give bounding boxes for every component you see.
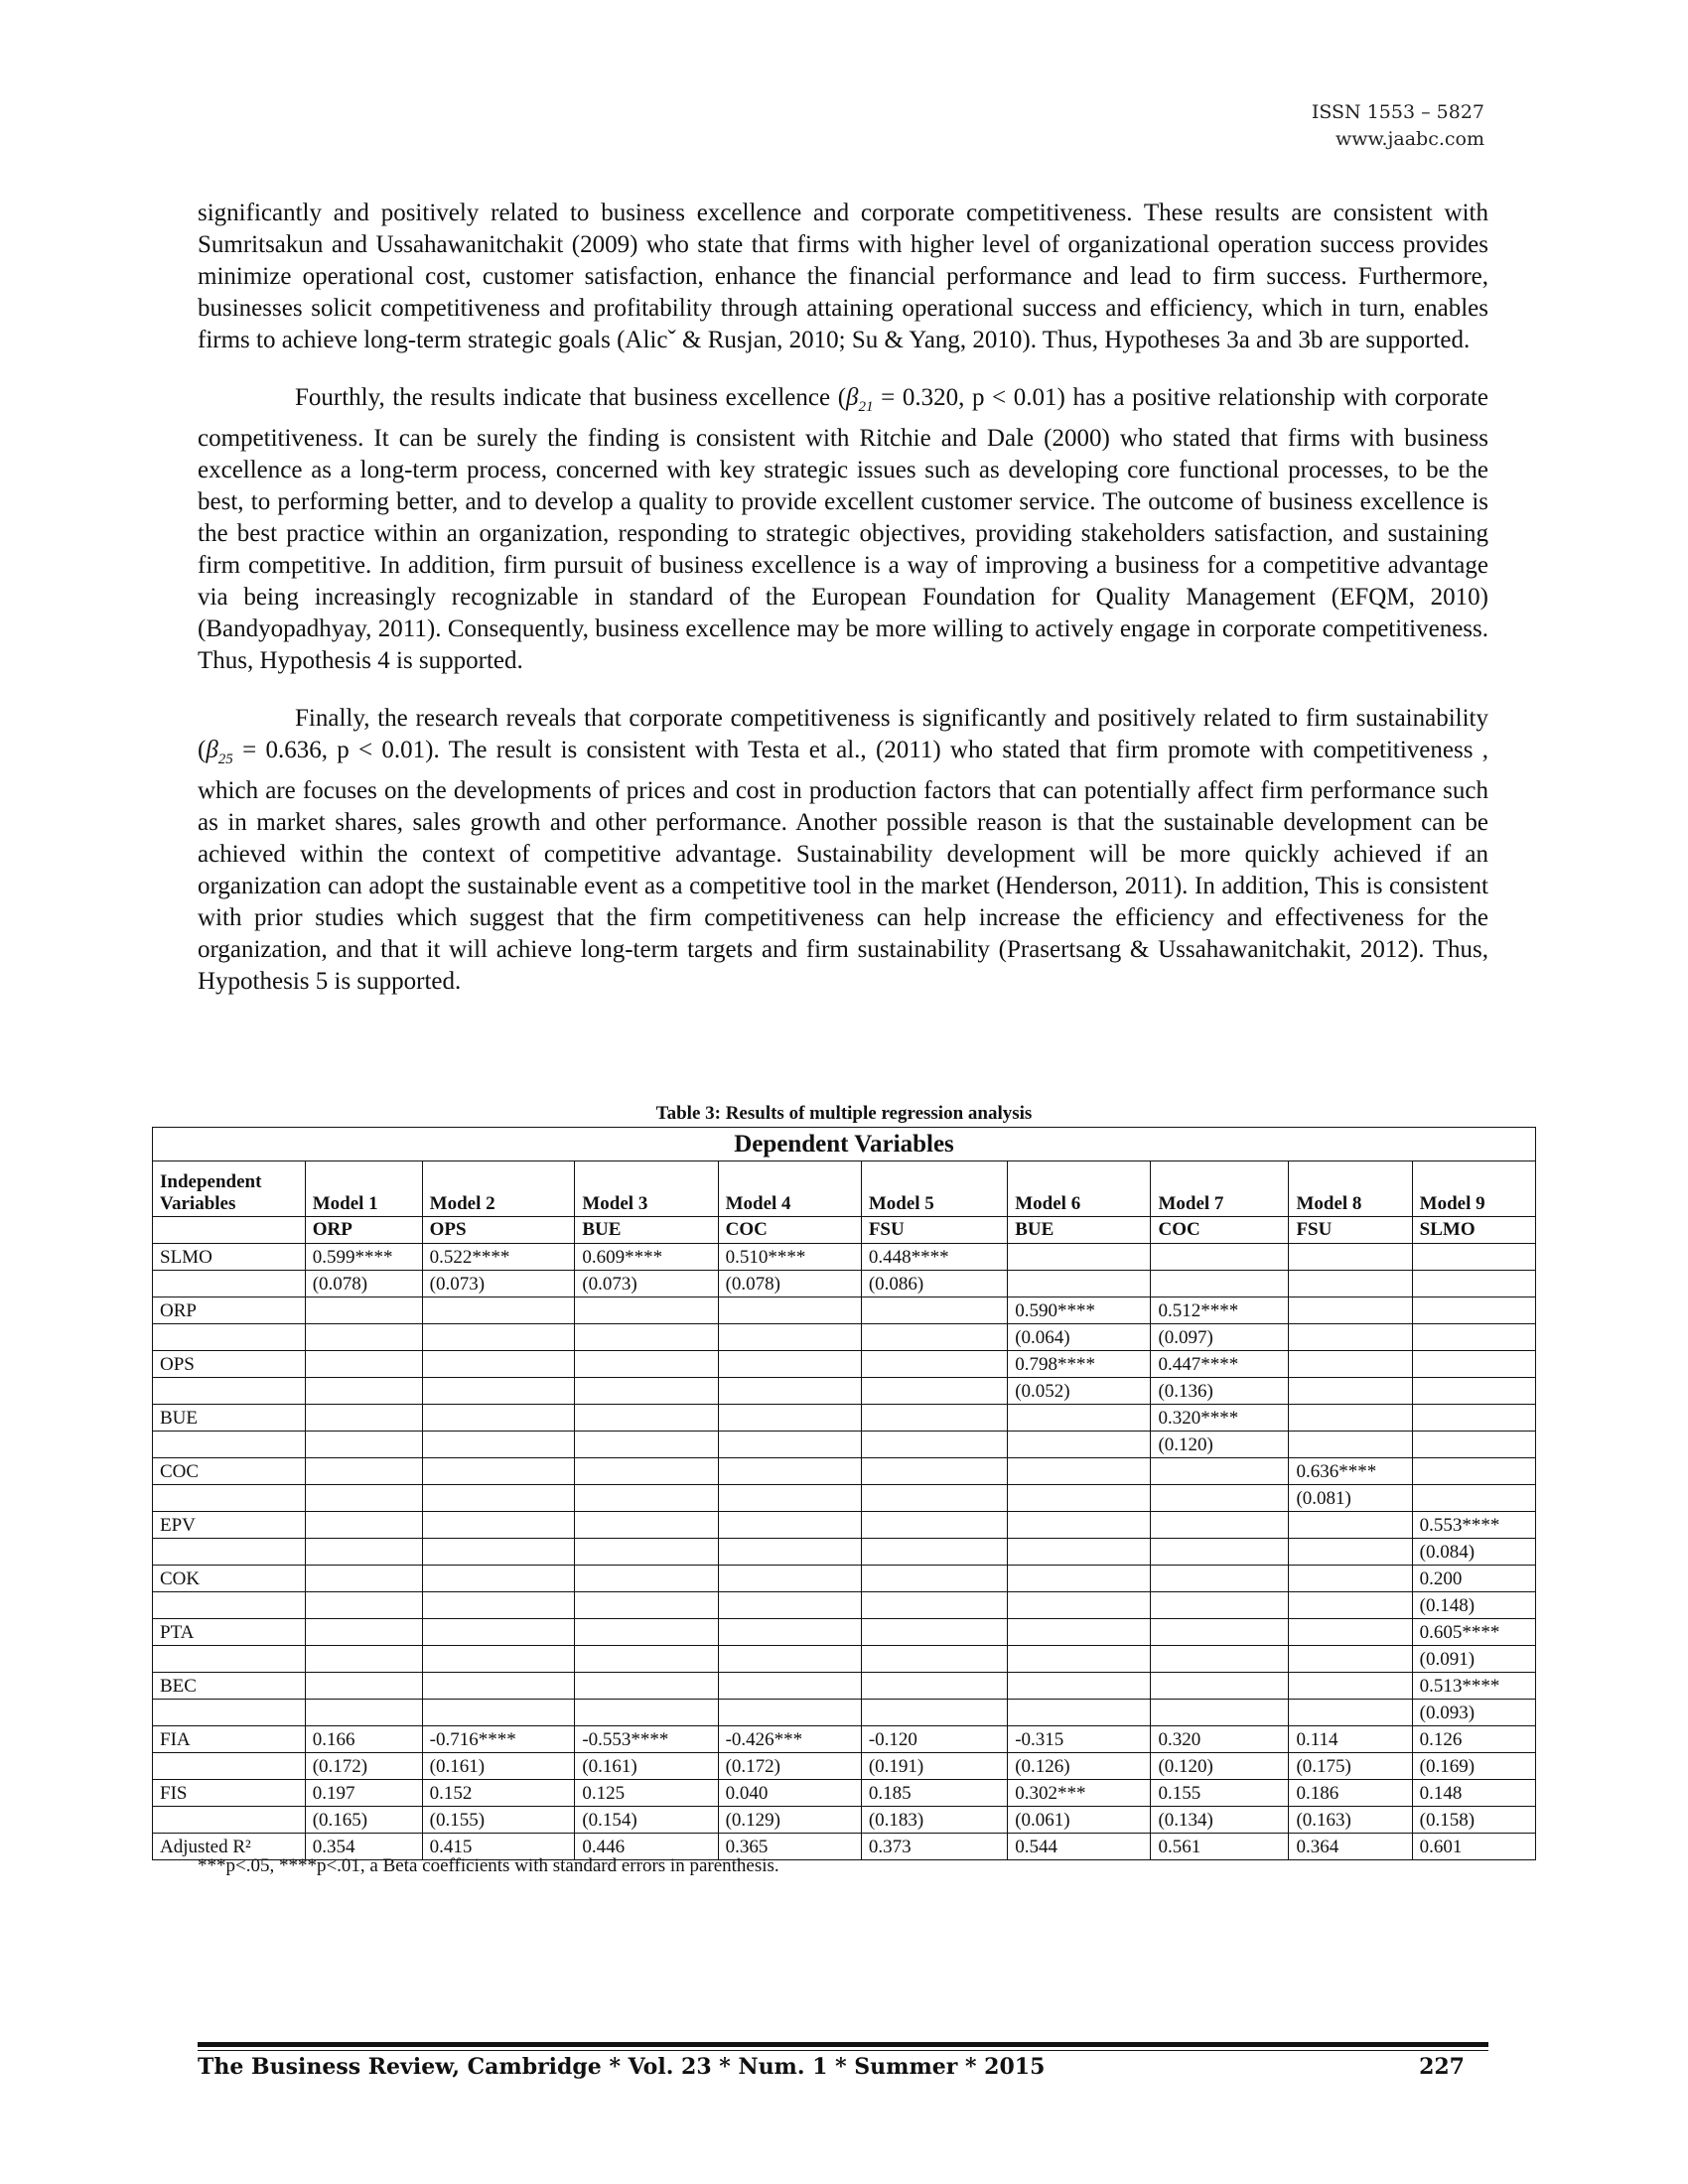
table-cell: [422, 1592, 575, 1619]
table-cell: [718, 1485, 861, 1512]
table-cell: [861, 1485, 1007, 1512]
table-row: [153, 1753, 1536, 1780]
dependent-variable-name: ORP: [305, 1217, 422, 1244]
table-cell: 0.636****: [1289, 1458, 1412, 1485]
table-cell: (0.081): [1289, 1485, 1412, 1512]
table-cell: [1289, 1646, 1412, 1673]
footer-rule-thin: [198, 2050, 1488, 2051]
table-cell: (0.073): [422, 1271, 575, 1297]
table-cell: [1412, 1485, 1535, 1512]
model-header: Model 5: [861, 1161, 1007, 1217]
table-row: [153, 1244, 1536, 1271]
table-cell: (0.134): [1151, 1807, 1289, 1834]
table-cell: [718, 1324, 861, 1351]
model-header: Model 4: [718, 1161, 861, 1217]
dependent-variable-name: FSU: [861, 1217, 1007, 1244]
table-cell: [1008, 1405, 1151, 1432]
table-cell: (0.126): [1008, 1753, 1151, 1780]
paragraph-2: [198, 382, 1488, 677]
row-label: [153, 1485, 306, 1512]
table-cell: (0.172): [305, 1753, 422, 1780]
table-cell: [718, 1646, 861, 1673]
table-cell: (0.165): [305, 1807, 422, 1834]
table-cell: [305, 1592, 422, 1619]
table-cell: -0.426***: [718, 1726, 861, 1753]
row-label: [153, 1753, 306, 1780]
table-cell: [861, 1592, 1007, 1619]
dependent-variable-name: COC: [718, 1217, 861, 1244]
table-row: [153, 1405, 1536, 1432]
table-title: Table 3: Results of multiple regression analysis: [655, 1103, 1033, 1124]
table-cell: -0.553****: [575, 1726, 718, 1753]
table-cell: (0.093): [1412, 1700, 1535, 1726]
table-cell: [305, 1378, 422, 1405]
table-cell: [575, 1378, 718, 1405]
table-cell: [1151, 1539, 1289, 1566]
table-row: [153, 1351, 1536, 1378]
independent-variables-header: Independent Variables: [153, 1161, 306, 1217]
table-cell: [861, 1432, 1007, 1458]
issn: ISSN 1553 – 5827: [1311, 101, 1484, 123]
table-cell: [422, 1539, 575, 1566]
table-cell: [1151, 1512, 1289, 1539]
body-text: [198, 198, 1488, 1024]
table-cell: [861, 1297, 1007, 1324]
table-row: [153, 1780, 1536, 1807]
table-cell: 0.544: [1008, 1834, 1151, 1860]
table-cell: [1289, 1244, 1412, 1271]
table-cell: [718, 1673, 861, 1700]
row-label: FIA: [153, 1726, 306, 1753]
table-cell: (0.064): [1008, 1324, 1151, 1351]
table-cell: [1289, 1700, 1412, 1726]
table-cell: [1008, 1673, 1151, 1700]
table-row: [153, 1726, 1536, 1753]
row-label: [153, 1646, 306, 1673]
table-cell: [861, 1378, 1007, 1405]
table-cell: [1008, 1539, 1151, 1566]
table-cell: [718, 1592, 861, 1619]
table-cell: 0.522****: [422, 1244, 575, 1271]
table-cell: (0.163): [1289, 1807, 1412, 1834]
beta-symbol: $\beta_{21}$: [846, 384, 874, 415]
row-label: [153, 1271, 306, 1297]
table-cell: 0.448****: [861, 1244, 1007, 1271]
table-cell: (0.091): [1412, 1646, 1535, 1673]
table-cell: (0.073): [575, 1271, 718, 1297]
table-cell: [861, 1539, 1007, 1566]
table-cell: 0.447****: [1151, 1351, 1289, 1378]
dependent-variable-name: OPS: [422, 1217, 575, 1244]
table-cell: (0.154): [575, 1807, 718, 1834]
table-cell: [422, 1646, 575, 1673]
table-cell: 0.126: [1412, 1726, 1535, 1753]
table-cell: [1289, 1566, 1412, 1592]
table-cell: [718, 1458, 861, 1485]
table-cell: [718, 1378, 861, 1405]
table-cell: [305, 1351, 422, 1378]
table-cell: 0.354: [305, 1834, 422, 1860]
table-cell: [305, 1539, 422, 1566]
row-label: FIS: [153, 1780, 306, 1807]
paragraph-3-rest: = 0.636, p < 0.01). The result is consistent with Testa et al., (2011) who stated that firm promote with competitiveness , which are focuses on the developments of prices and cost in production factors that can potentially affect firm performance such as in market shares, sales growth and other performance. Another possible reason is that the sustainable development can be achieved within the context of competitive advantage. Sustainability development will be more quickly achieved if an organization can adopt the sustainable event as a competitive tool in the market (Henderson, 2011). In addition, This is consistent with prior studies which suggest that the firm competitiveness can help increase the efficiency and effectiveness for the organization, and that it will achieve long-term targets and firm sustainability (Prasertsang & Ussahawanitchakit, 2012). Thus, Hypothesis 5 is supported.: [198, 737, 1488, 995]
table-cell: 0.200: [1412, 1566, 1535, 1592]
table-cell: 0.114: [1289, 1726, 1412, 1753]
table-cell: [861, 1351, 1007, 1378]
row-label: [153, 1378, 306, 1405]
table-row: [153, 1512, 1536, 1539]
regression-table: [152, 1127, 1536, 1860]
table-cell: 0.561: [1151, 1834, 1289, 1860]
journal-footer: The Business Review, Cambridge * Vol. 23 * Num. 1 * Summer * 2015: [198, 2054, 1046, 2080]
row-label: ORP: [153, 1297, 306, 1324]
table-cell: 0.510****: [718, 1244, 861, 1271]
model-header: Model 2: [422, 1161, 575, 1217]
table-cell: [422, 1458, 575, 1485]
table-cell: (0.129): [718, 1807, 861, 1834]
table-cell: 0.415: [422, 1834, 575, 1860]
table-cell: 0.553****: [1412, 1512, 1535, 1539]
table-cell: [575, 1324, 718, 1351]
row-label: [153, 1807, 306, 1834]
table-cell: [575, 1485, 718, 1512]
table-cell: 0.513****: [1412, 1673, 1535, 1700]
table-cell: [305, 1700, 422, 1726]
model-header: Model 3: [575, 1161, 718, 1217]
table-cell: [575, 1566, 718, 1592]
row-label: [153, 1592, 306, 1619]
dependent-variable-name: BUE: [575, 1217, 718, 1244]
table-cell: [1289, 1271, 1412, 1297]
table-row: [153, 1566, 1536, 1592]
table-cell: [1151, 1566, 1289, 1592]
table-row: [153, 1646, 1536, 1673]
row-label: SLMO: [153, 1244, 306, 1271]
model-header: Model 6: [1008, 1161, 1151, 1217]
table-cell: [422, 1405, 575, 1432]
paragraph-3-start: Finally, the research reveals that corporate competitiveness is significantly and positively related to firm sustainability (: [198, 705, 1488, 763]
row-label: [153, 1700, 306, 1726]
table-cell: [1412, 1405, 1535, 1432]
table-row: [153, 1673, 1536, 1700]
table-cell: [1289, 1297, 1412, 1324]
table-cell: [305, 1405, 422, 1432]
table-cell: [861, 1458, 1007, 1485]
table-cell: [575, 1351, 718, 1378]
dv-blank-cell: [153, 1217, 306, 1244]
table-cell: [1289, 1592, 1412, 1619]
row-label: EPV: [153, 1512, 306, 1539]
table-row: [153, 1592, 1536, 1619]
table-cell: [1151, 1244, 1289, 1271]
table-cell: 0.197: [305, 1780, 422, 1807]
row-label: COC: [153, 1458, 306, 1485]
table-cell: [1412, 1297, 1535, 1324]
table-cell: 0.125: [575, 1780, 718, 1807]
row-label: [153, 1432, 306, 1458]
table-cell: [575, 1512, 718, 1539]
table-cell: (0.183): [861, 1807, 1007, 1834]
table-cell: [861, 1566, 1007, 1592]
row-label: [153, 1539, 306, 1566]
table-cell: (0.158): [1412, 1807, 1535, 1834]
table-cell: [1008, 1619, 1151, 1646]
dependent-variable-name: BUE: [1008, 1217, 1151, 1244]
table-cell: [575, 1458, 718, 1485]
table-cell: [718, 1351, 861, 1378]
footer-rule: [198, 2042, 1488, 2047]
table-row: [153, 1297, 1536, 1324]
dependent-variables-header: Dependent Variables: [153, 1128, 1536, 1161]
table-cell: [1008, 1432, 1151, 1458]
table-cell: [1412, 1432, 1535, 1458]
table-cell: (0.191): [861, 1753, 1007, 1780]
table-cell: 0.512****: [1151, 1297, 1289, 1324]
table-cell: [1289, 1673, 1412, 1700]
table-cell: [1008, 1512, 1151, 1539]
table-row: [153, 1458, 1536, 1485]
table-cell: [575, 1432, 718, 1458]
table-row: [153, 1539, 1536, 1566]
table-cell: [1008, 1566, 1151, 1592]
model-header: Model 7: [1151, 1161, 1289, 1217]
table-cell: 0.185: [861, 1780, 1007, 1807]
table-cell: [422, 1378, 575, 1405]
page-number: 227: [1419, 2054, 1465, 2080]
table-cell: [305, 1646, 422, 1673]
table-cell: [422, 1485, 575, 1512]
table-cell: 0.609****: [575, 1244, 718, 1271]
table-cell: [305, 1324, 422, 1351]
table-cell: [422, 1512, 575, 1539]
row-label: BEC: [153, 1673, 306, 1700]
table-cell: [718, 1700, 861, 1726]
table-cell: 0.373: [861, 1834, 1007, 1860]
table-cell: [422, 1566, 575, 1592]
table-cell: -0.716****: [422, 1726, 575, 1753]
table-row: [153, 1432, 1536, 1458]
dependent-variable-name: FSU: [1289, 1217, 1412, 1244]
row-label: Adjusted R²: [153, 1834, 306, 1860]
table-cell: [1289, 1378, 1412, 1405]
table-row: [153, 1485, 1536, 1512]
table-cell: [1412, 1378, 1535, 1405]
table-cell: [575, 1646, 718, 1673]
table-cell: -0.120: [861, 1726, 1007, 1753]
table-cell: 0.601: [1412, 1834, 1535, 1860]
table-cell: -0.315: [1008, 1726, 1151, 1753]
table-cell: [575, 1297, 718, 1324]
table-cell: (0.155): [422, 1807, 575, 1834]
table-cell: [1151, 1592, 1289, 1619]
table-cell: [575, 1405, 718, 1432]
table-cell: (0.086): [861, 1271, 1007, 1297]
table-cell: [1412, 1458, 1535, 1485]
table-cell: [305, 1458, 422, 1485]
table-cell: [1412, 1351, 1535, 1378]
dependent-variable-name: SLMO: [1412, 1217, 1535, 1244]
page-header: [1312, 99, 1484, 153]
table-cell: (0.052): [1008, 1378, 1151, 1405]
table-cell: [1008, 1458, 1151, 1485]
row-label: [153, 1324, 306, 1351]
table-row: [153, 1324, 1536, 1351]
table-row: [153, 1700, 1536, 1726]
table-cell: 0.590****: [1008, 1297, 1151, 1324]
table-cell: 0.364: [1289, 1834, 1412, 1860]
table-cell: [861, 1619, 1007, 1646]
table-cell: [305, 1297, 422, 1324]
table-cell: [1289, 1405, 1412, 1432]
model-header: Model 9: [1412, 1161, 1535, 1217]
table-cell: [1289, 1324, 1412, 1351]
table-cell: [1412, 1271, 1535, 1297]
table-cell: [575, 1619, 718, 1646]
table-cell: [718, 1297, 861, 1324]
table-cell: [422, 1324, 575, 1351]
table-cell: (0.078): [305, 1271, 422, 1297]
table-cell: [1008, 1244, 1151, 1271]
table-cell: 0.320: [1151, 1726, 1289, 1753]
website: www.jaabc.com: [1335, 128, 1484, 150]
table-note: ***p<.05, ****p<.01, a Beta coefficients with standard errors in parenthesis.: [198, 1855, 779, 1876]
table-cell: [718, 1405, 861, 1432]
table-cell: (0.078): [718, 1271, 861, 1297]
paragraph-2-rest: = 0.320, p < 0.01) has a positive relationship with corporate competitiveness. It can be surely the finding is consistent with Ritchie and Dale (2000) who stated that firms with business excellence as a long-term process, concerned with key strategic issues such as developing core functional processes, to be the best, to performing better, and to develop a quality to provide excellent customer service. The outcome of business excellence is the best practice within an organization, responding to strategic objectives, providing stakeholders satisfaction, and sustaining firm competitive. In addition, firm pursuit of business excellence is a way of improving a business for a competitive advantage via being increasingly recognizable in standard of the European Foundation for Quality Management (EFQM, 2010) (Bandyopadhyay, 2011). Consequently, business excellence may be more willing to actively engage in corporate competitiveness. Thus, Hypothesis 4 is supported.: [198, 384, 1489, 674]
table-cell: [1289, 1351, 1412, 1378]
table-cell: (0.169): [1412, 1753, 1535, 1780]
table-cell: [422, 1297, 575, 1324]
table-cell: [861, 1512, 1007, 1539]
row-label: COK: [153, 1566, 306, 1592]
table-cell: (0.084): [1412, 1539, 1535, 1566]
table-cell: 0.148: [1412, 1780, 1535, 1807]
table-cell: (0.097): [1151, 1324, 1289, 1351]
table-row: [153, 1807, 1536, 1834]
table-cell: [1008, 1485, 1151, 1512]
table-cell: [1412, 1244, 1535, 1271]
table-cell: 0.320****: [1151, 1405, 1289, 1432]
table-cell: 0.186: [1289, 1780, 1412, 1807]
paragraph-2-start: Fourthly, the results indicate that business excellence (: [295, 384, 847, 411]
table-cell: [1008, 1271, 1151, 1297]
table-cell: [861, 1673, 1007, 1700]
table-cell: [1151, 1646, 1289, 1673]
table-cell: 0.599****: [305, 1244, 422, 1271]
table-cell: [575, 1592, 718, 1619]
row-label: OPS: [153, 1351, 306, 1378]
table-cell: 0.040: [718, 1780, 861, 1807]
table-cell: [1151, 1458, 1289, 1485]
table-cell: 0.152: [422, 1780, 575, 1807]
table-cell: [1008, 1700, 1151, 1726]
table-cell: [718, 1566, 861, 1592]
model-header: Model 8: [1289, 1161, 1412, 1217]
table-cell: [1151, 1485, 1289, 1512]
table-cell: (0.061): [1008, 1807, 1151, 1834]
table-cell: [861, 1700, 1007, 1726]
table-cell: [718, 1432, 861, 1458]
table-cell: [718, 1512, 861, 1539]
table-cell: (0.175): [1289, 1753, 1412, 1780]
model-header: Model 1: [305, 1161, 422, 1217]
table-cell: [422, 1700, 575, 1726]
table-cell: [575, 1673, 718, 1700]
table-cell: [861, 1646, 1007, 1673]
table-cell: [422, 1673, 575, 1700]
table-cell: (0.120): [1151, 1753, 1289, 1780]
table-cell: 0.155: [1151, 1780, 1289, 1807]
table-cell: [305, 1485, 422, 1512]
table-cell: [1289, 1512, 1412, 1539]
beta-symbol: $\beta_{25}$: [206, 737, 233, 767]
table-cell: [1289, 1539, 1412, 1566]
table-cell: [861, 1324, 1007, 1351]
table-cell: [575, 1700, 718, 1726]
table-cell: 0.365: [718, 1834, 861, 1860]
table-cell: (0.172): [718, 1753, 861, 1780]
table-cell: [575, 1539, 718, 1566]
table-cell: 0.166: [305, 1726, 422, 1753]
table-cell: [1151, 1673, 1289, 1700]
table-cell: [1151, 1271, 1289, 1297]
row-label: PTA: [153, 1619, 306, 1646]
table-cell: 0.798****: [1008, 1351, 1151, 1378]
table-cell: [305, 1566, 422, 1592]
table-cell: [1289, 1432, 1412, 1458]
table-row: [153, 1271, 1536, 1297]
table-cell: [422, 1432, 575, 1458]
table-cell: [1008, 1646, 1151, 1673]
table-cell: (0.136): [1151, 1378, 1289, 1405]
table-cell: [718, 1539, 861, 1566]
table-cell: 0.446: [575, 1834, 718, 1860]
table-cell: [1412, 1324, 1535, 1351]
table-cell: [305, 1619, 422, 1646]
table-cell: [422, 1619, 575, 1646]
table-cell: (0.161): [575, 1753, 718, 1780]
table-cell: [1151, 1700, 1289, 1726]
table-cell: [422, 1351, 575, 1378]
table-cell: (0.148): [1412, 1592, 1535, 1619]
table-cell: 0.605****: [1412, 1619, 1535, 1646]
dependent-variable-name: COC: [1151, 1217, 1289, 1244]
table-cell: (0.120): [1151, 1432, 1289, 1458]
paragraph-3: [198, 703, 1488, 998]
table-cell: [861, 1405, 1007, 1432]
table-cell: (0.161): [422, 1753, 575, 1780]
table-cell: 0.302***: [1008, 1780, 1151, 1807]
table-cell: [718, 1619, 861, 1646]
table-cell: [1008, 1592, 1151, 1619]
paragraph-1: significantly and positively related to business excellence and corporate competitiveness. These results are consistent with Sumritsakun and Ussahawanitchakit (2009) who state that firms with higher level of organizational operation success provides minimize operational cost, customer satisfaction, enhance the financial performance and lead to firm success. Furthermore, businesses solicit competitiveness and profitability through attaining operational success and efficiency, which in turn, enables firms to achieve long-term strategic goals (Alicˇ & Rusjan, 2010; Su & Yang, 2010). Thus, Hypotheses 3a and 3b are supported.: [198, 200, 1488, 353]
table-cell: [1151, 1619, 1289, 1646]
table-cell: [305, 1432, 422, 1458]
table-row: [153, 1619, 1536, 1646]
table-cell: [1289, 1619, 1412, 1646]
table-cell: [305, 1673, 422, 1700]
table-row: [153, 1378, 1536, 1405]
table-cell: [305, 1512, 422, 1539]
row-label: BUE: [153, 1405, 306, 1432]
